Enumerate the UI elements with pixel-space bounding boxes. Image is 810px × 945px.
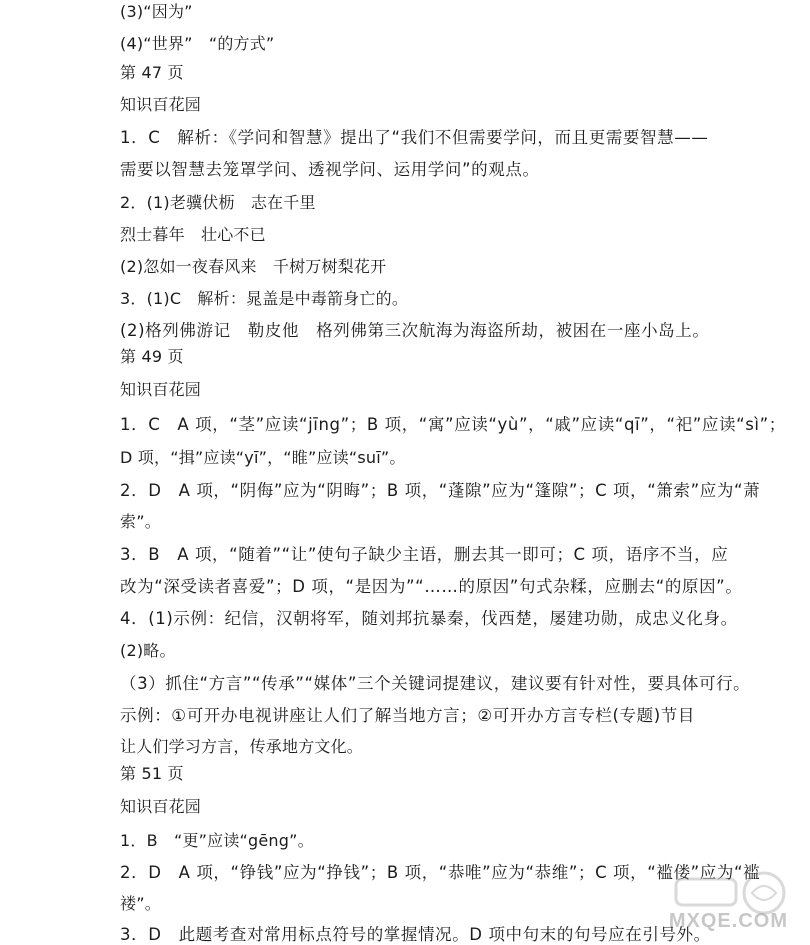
watermark-text: MXQE.COM (668, 910, 788, 932)
text-line: 索”。 (120, 512, 161, 531)
page-heading: 第 47 页 (120, 63, 184, 82)
text-line: 3．D 此题考查对常用标点符号的掌握情况。D 项中句末的句号应在引号外。 (120, 925, 711, 944)
text-line: (2)忽如一夜春风来 千树万树梨花开 (120, 257, 387, 276)
section-heading: 知识百花园 (120, 797, 202, 816)
text-line: 示例：①可开办电视讲座让人们了解当地方言；②可开办方言专栏(专题)节目 (120, 706, 695, 725)
text-line: 褛”。 (120, 894, 161, 913)
text-line: （3）抓住“方言”“传承”“媒体”三个关键词提建议，建议要有针对性，要具体可行。 (120, 674, 751, 693)
text-line: (2)格列佛游记 勒皮他 格列佛第三次航海为海盗所劫，被困在一座小岛上。 (120, 321, 710, 340)
text-line: 1．B “更”应读“gēng”。 (120, 831, 314, 850)
text-line: 让人们学习方言，传承地方文化。 (120, 737, 364, 756)
text-line: 烈士暮年 壮心不已 (120, 225, 266, 244)
text-line: 3．(1)C 解析：晁盖是中毒箭身亡的。 (120, 289, 409, 308)
section-heading: 知识百花园 (120, 95, 202, 114)
text-line: 1．C A 项，“茎”应读“jīng”；B 项，“寓”应读“yù”，“戚”应读“qī”，“祀”应读“sì”； (120, 415, 786, 434)
text-line: 2．D A 项，“阴侮”应为“阴晦”；B 项，“蓬隙”应为“篷隙”；C 项，“箫索”应为“萧 (120, 481, 761, 500)
text-line: (4)“世界” “的方式” (120, 34, 275, 53)
page-heading: 第 49 页 (120, 347, 184, 366)
text-line: 1．C 解析：《学问和智慧》提出了“我们不但需要学问，而且更需要智慧—— (120, 128, 709, 147)
text-line: (2)略。 (120, 641, 176, 660)
text-line: 需要以智慧去笼罩学问、透视学问、运用学问”的观点。 (120, 160, 540, 179)
text-line: 4．(1)示例：纪信，汉朝将军，随刘邦抗暴秦，伐西楚，屡建功勋，成忠义化身。 (120, 609, 738, 628)
text-line: (3)“因为” (120, 2, 193, 21)
section-heading: 知识百花园 (120, 380, 202, 399)
text-line: 2．(1)老骥伏枥 志在千里 (120, 193, 316, 212)
text-line: D 项，“揖”应读“yī”，“睢”应读“suī”。 (120, 448, 406, 467)
text-line: 2．D A 项，“铮钱”应为“挣钱”；B 项，“恭唯”应为“恭维”；C 项，“褴偻”应为“褴 (120, 863, 761, 882)
page-heading: 第 51 页 (120, 764, 184, 783)
text-line: 改为“深受读者喜爱”；D 项，“是因为”“……的原因”句式杂糅，应删去“的原因”。 (120, 577, 743, 596)
text-line: 3．B A 项，“随着”“让”使句子缺少主语，删去其一即可；C 项，语序不当，应 (120, 545, 729, 564)
